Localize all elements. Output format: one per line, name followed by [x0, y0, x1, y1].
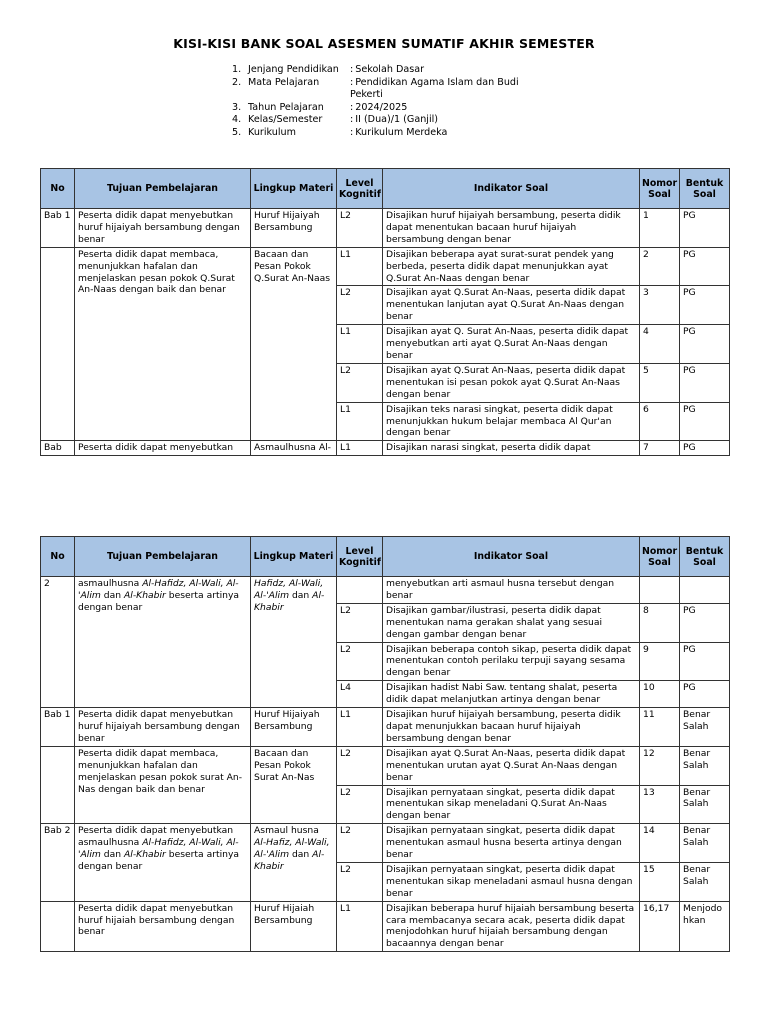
cell-nomor: 7 [640, 441, 680, 456]
cell-bentuk: PG [680, 603, 730, 642]
cell-indikator: Disajikan pernyataan singkat, peserta didik dapat menentukan asmaul husna beserta artinya dengan benar [383, 824, 640, 863]
cell-lingkup: Asmaul husna Al-Hafiz, Al-Wali, Al-'Alim dan Al-Khabir [251, 824, 337, 901]
cell-tujuan: Peserta didik dapat membaca, menunjukkan hafalan dan menjelaskan pesan pokok surat An-Nas dengan baik dan benar [75, 746, 251, 823]
table-row [41, 441, 730, 456]
info-value: : Kurikulum Merdeka [350, 126, 448, 138]
header-lingkup: Lingkup Materi [251, 169, 337, 209]
cell-level: L1 [337, 247, 383, 286]
table-row [41, 247, 730, 286]
cell-level: L1 [337, 708, 383, 747]
cell-indikator: Disajikan ayat Q. Surat An-Naas, peserta didik dapat menyebutkan arti ayat Q.Surat An-Naas dengan benar [383, 325, 640, 364]
cell-nomor: 5 [640, 363, 680, 402]
cell-indikator: Disajikan pernyataan singkat, peserta didik dapat menentukan sikap meneladani asmaul husna dengan benar [383, 862, 640, 901]
cell-tujuan: Peserta didik dapat menyebutkan [75, 441, 251, 456]
cell-tujuan: Peserta didik dapat menyebutkan huruf hijaiyah bersambung dengan benar [75, 209, 251, 248]
info-row-kelas [232, 114, 530, 127]
info-row-mapel [232, 77, 530, 102]
cell-no: 2 [41, 577, 75, 708]
cell-bentuk: PG [680, 247, 730, 286]
cell-nomor: 8 [640, 603, 680, 642]
cell-lingkup: Asmaulhusna Al- [251, 441, 337, 456]
cell-level: L2 [337, 286, 383, 325]
table-header-row [41, 537, 730, 577]
cell-indikator: menyebutkan arti asmaul husna tersebut dengan benar [383, 577, 640, 604]
cell-tujuan: Peserta didik dapat membaca, menunjukkan hafalan dan menjelaskan pesan pokok Q.Surat An-Naas dengan baik dan benar [75, 247, 251, 441]
table-row [41, 746, 730, 785]
cell-nomor: 3 [640, 286, 680, 325]
info-row-kurikulum [232, 127, 530, 140]
cell-level: L1 [337, 325, 383, 364]
cell-tujuan: Peserta didik dapat menyebutkan huruf hijaiyah bersambung dengan benar [75, 708, 251, 747]
cell-indikator: Disajikan beberapa huruf hijaiah bersambung beserta cara membacanya secara acak, peserta didik dapat menjodohkan huruf hijaiah bersambung dengan bacaannya dengan benar [383, 901, 640, 952]
cell-lingkup: Huruf Hijaiyah Bersambung [251, 209, 337, 248]
header-level: Level Kognitif [337, 537, 383, 577]
cell-bentuk [680, 577, 730, 604]
cell-no [41, 746, 75, 823]
cell-nomor: 16,17 [640, 901, 680, 952]
cell-nomor: 15 [640, 862, 680, 901]
cell-bentuk: Benar Salah [680, 824, 730, 863]
cell-no [41, 247, 75, 441]
cell-indikator: Disajikan ayat Q.Surat An-Naas, peserta didik dapat menentukan lanjutan ayat Q.Surat An-Naas dengan benar [383, 286, 640, 325]
cell-bentuk: PG [680, 642, 730, 681]
info-label: Kelas/Semester [248, 114, 323, 125]
cell-nomor: 14 [640, 824, 680, 863]
cell-indikator: Disajikan beberapa contoh sikap, peserta didik dapat menentukan contoh perilaku terpuji sayang sesama dengan benar [383, 642, 640, 681]
cell-no: Bab 2 [41, 824, 75, 901]
cell-level: L1 [337, 441, 383, 456]
cell-no [41, 901, 75, 952]
cell-level: L2 [337, 862, 383, 901]
cell-level: L2 [337, 785, 383, 824]
cell-level: L2 [337, 642, 383, 681]
table-row [41, 209, 730, 248]
info-number: 2. [232, 76, 242, 88]
info-label: Tahun Pelajaran [248, 101, 324, 113]
header-no: No [41, 537, 75, 577]
cell-bentuk: PG [680, 286, 730, 325]
cell-level: L2 [337, 209, 383, 248]
cell-lingkup: Bacaan dan Pesan Pokok Q.Surat An-Naas [251, 247, 337, 441]
cell-nomor: 10 [640, 681, 680, 708]
cell-indikator: Disajikan gambar/ilustrasi, peserta didik dapat menentukan nama gerakan shalat yang sesuai dengan gambar dengan benar [383, 603, 640, 642]
cell-no: Bab 1 [41, 708, 75, 747]
cell-nomor: 11 [640, 708, 680, 747]
cell-indikator: Disajikan teks narasi singkat, peserta didik dapat menunjukkan hukum belajar membaca Al Qur'an dengan benar [383, 402, 640, 441]
cell-bentuk: PG [680, 681, 730, 708]
info-value: : 2024/2025 [350, 101, 408, 113]
cell-nomor: 4 [640, 325, 680, 364]
cell-bentuk: Benar Salah [680, 708, 730, 747]
cell-level: L1 [337, 901, 383, 952]
cell-level: L2 [337, 824, 383, 863]
cell-nomor: 13 [640, 785, 680, 824]
cell-bentuk: Menjodohkan [680, 901, 730, 952]
info-label: Jenjang Pendidikan [248, 64, 339, 75]
cell-bentuk: Benar Salah [680, 862, 730, 901]
header-tujuan: Tujuan Pembelajaran [75, 537, 251, 577]
cell-bentuk: Benar Salah [680, 785, 730, 824]
header-level: Level Kognitif [337, 169, 383, 209]
cell-tujuan: Peserta didik dapat menyebutkan huruf hijaiah bersambung dengan benar [75, 901, 251, 952]
cell-nomor: 2 [640, 247, 680, 286]
info-number: 3. [232, 101, 242, 113]
header-nomor: Nomor Soal [640, 169, 680, 209]
info-number: 1. [232, 64, 242, 75]
cell-nomor: 1 [640, 209, 680, 248]
info-value: : II (Dua)/1 (Ganjil) [350, 114, 439, 125]
table-row [41, 901, 730, 952]
info-label: Kurikulum [248, 126, 296, 138]
document-info [232, 64, 530, 139]
cell-indikator: Disajikan narasi singkat, peserta didik dapat [383, 441, 640, 456]
kisi-kisi-table-1 [40, 168, 730, 456]
header-no: No [41, 169, 75, 209]
cell-lingkup: Bacaan dan Pesan Pokok Surat An-Nas [251, 746, 337, 823]
header-bentuk: Bentuk Soal [680, 537, 730, 577]
cell-lingkup: Huruf Hijaiyah Bersambung [251, 708, 337, 747]
cell-bentuk: PG [680, 325, 730, 364]
cell-level: L2 [337, 746, 383, 785]
header-indikator: Indikator Soal [383, 537, 640, 577]
table-row [41, 708, 730, 747]
table-row [41, 577, 730, 604]
info-number: 4. [232, 114, 242, 125]
table-header-row [41, 169, 730, 209]
info-row-tahun [232, 102, 530, 115]
cell-level: L1 [337, 402, 383, 441]
header-nomor: Nomor Soal [640, 537, 680, 577]
cell-bentuk: PG [680, 209, 730, 248]
cell-level: L4 [337, 681, 383, 708]
kisi-kisi-table-2 [40, 536, 730, 952]
info-value: : Pendidikan Agama Islam dan Budi Pekerti [350, 76, 519, 100]
info-label: Mata Pelajaran [248, 76, 320, 88]
cell-lingkup: Huruf Hijaiah Bersambung [251, 901, 337, 952]
cell-nomor: 12 [640, 746, 680, 785]
cell-nomor: 6 [640, 402, 680, 441]
cell-tujuan: asmaulhusna Al-Hafidz, Al-Wali, Al-'Alim dan Al-Khabir beserta artinya dengan benar [75, 577, 251, 708]
cell-bentuk: Benar Salah [680, 746, 730, 785]
cell-bentuk: PG [680, 441, 730, 456]
header-indikator: Indikator Soal [383, 169, 640, 209]
header-lingkup: Lingkup Materi [251, 537, 337, 577]
info-number: 5. [232, 126, 242, 138]
cell-no: Bab [41, 441, 75, 456]
cell-indikator: Disajikan beberapa ayat surat-surat pendek yang berbeda, peserta didik dapat menunjukkan ayat Q.Surat An-Naas dengan benar [383, 247, 640, 286]
document-title: KISI-KISI BANK SOAL ASESMEN SUMATIF AKHIR SEMESTER [173, 36, 595, 51]
header-bentuk: Bentuk Soal [680, 169, 730, 209]
cell-indikator: Disajikan huruf hijaiyah bersambung, peserta didik dapat menunjukkan bacaan huruf hijaiyah bersambung dengan benar [383, 708, 640, 747]
cell-no: Bab 1 [41, 209, 75, 248]
cell-indikator: Disajikan ayat Q.Surat An-Naas, peserta didik dapat menentukan urutan ayat Q.Surat An-Naas dengan benar [383, 746, 640, 785]
cell-lingkup: Hafidz, Al-Wali, Al-'Alim dan Al-Khabir [251, 577, 337, 708]
cell-level [337, 577, 383, 604]
header-tujuan: Tujuan Pembelajaran [75, 169, 251, 209]
cell-indikator: Disajikan huruf hijaiyah bersambung, peserta didik dapat menentukan bacaan huruf hijaiyah bersambung dengan benar [383, 209, 640, 248]
cell-nomor [640, 577, 680, 604]
info-row-jenjang [232, 64, 530, 77]
cell-tujuan: Peserta didik dapat menyebutkan asmaulhusna Al-Hafidz, Al-Wali, Al-'Alim dan Al-Khabir beserta artinya dengan benar [75, 824, 251, 901]
cell-level: L2 [337, 603, 383, 642]
cell-indikator: Disajikan pernyataan singkat, peserta didik dapat menentukan sikap meneladani Q.Surat An-Naas dengan benar [383, 785, 640, 824]
cell-bentuk: PG [680, 402, 730, 441]
cell-indikator: Disajikan hadist Nabi Saw. tentang shalat, peserta didik dapat melanjutkan artinya dengan benar [383, 681, 640, 708]
cell-level: L2 [337, 363, 383, 402]
cell-indikator: Disajikan ayat Q.Surat An-Naas, peserta didik dapat menentukan isi pesan pokok ayat Q.Surat An-Naas dengan benar [383, 363, 640, 402]
cell-bentuk: PG [680, 363, 730, 402]
cell-nomor: 9 [640, 642, 680, 681]
info-value: : Sekolah Dasar [350, 64, 425, 75]
table-row [41, 824, 730, 863]
